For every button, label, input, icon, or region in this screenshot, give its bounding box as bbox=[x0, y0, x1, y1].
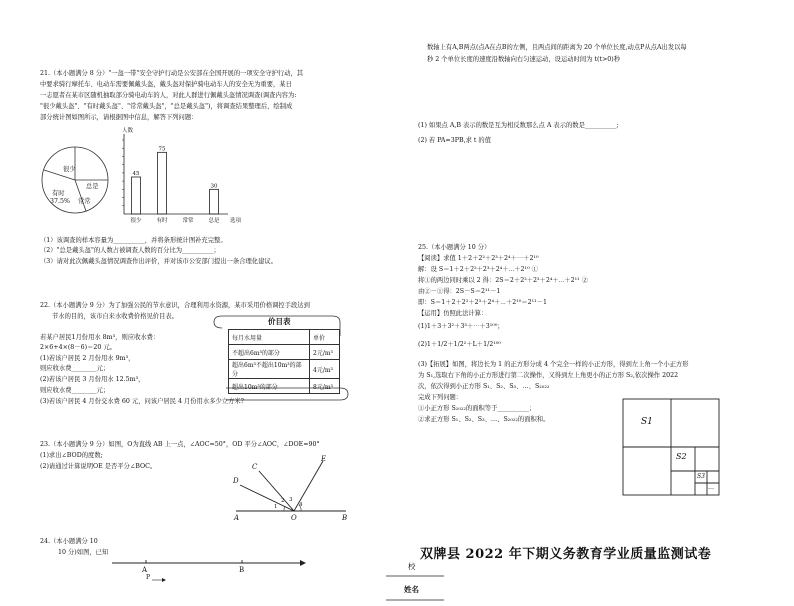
q25-line-1: 25.（本小题满分 10 分） bbox=[418, 244, 491, 251]
pie-label-percent: 37.5% bbox=[50, 198, 71, 205]
q24c-line-2: 秒 2 个单位长度的速度沿数轴向右匀速运动，设运动时间为 t(t>0)秒 bbox=[427, 56, 620, 63]
school-label: 校 bbox=[408, 562, 416, 571]
q21-question-2: （2）"总是戴头盔"的人数占被调查人数的百分比为__________； bbox=[40, 247, 220, 254]
q21-question-1: （1）该调查的样本容量为__________，并将条形统计图补充完整。 bbox=[40, 237, 227, 244]
numline-A: A bbox=[142, 566, 148, 574]
bar-category-label: 很少 bbox=[130, 218, 142, 224]
point-E: E bbox=[321, 455, 327, 463]
bar-category-label: 有时 bbox=[156, 218, 168, 224]
pie-label-always: 总是 bbox=[86, 183, 99, 190]
q22-line-5: (1)若该户居民 2 月份用水 9m³， bbox=[40, 355, 135, 362]
q25-line-5: 由②－①得：2S－S＝2¹¹－1 bbox=[418, 288, 501, 295]
bar-value-label: 75 bbox=[158, 146, 166, 153]
q23-line-1: 23.（本小题满分 9 分）如图，O为直线 AB 上一点，∠AOC=50°，OD 平分∠AOC，∠DOE=90° bbox=[40, 441, 320, 448]
square-ellipsis: … bbox=[708, 484, 714, 491]
q22-line-3: 若某户居民1月份用水 8m³，则应收水费： bbox=[40, 334, 160, 341]
q24c-line-1: 数轴上有A,B两点(点A在点B的左侧，且两点间的距离为 20 个单位长度,动点P从点A出发以每 bbox=[427, 44, 687, 51]
q25-line-14: ①小正方形 S₂₀₂₂的面积等于__________； bbox=[418, 405, 536, 412]
q24c-question-2: (2) 若 PA=3PB,求 t 的值 bbox=[418, 137, 491, 144]
table-cell: 8元/m³ bbox=[310, 379, 340, 394]
square-S3: S3 bbox=[697, 473, 705, 480]
q21-line-4: "很少戴头盔"、"有时戴头盔"、"常常戴头盔"，"总是戴头盔")，将调查结果整理后，绘制成 bbox=[40, 103, 293, 110]
q25-line-15: ②求正方形 S₁、S₂、S₃、…、S₂₀₂₂的面积和。 bbox=[418, 416, 550, 423]
q21-question-3: （3）请对此次佩戴头盔情况调查作出评价，并对该市公安部门提出一条合理化建议。 bbox=[40, 258, 277, 265]
q24-line-2: 10 分)如图，已知 bbox=[58, 549, 109, 556]
numline-P: P bbox=[146, 574, 151, 581]
q25-line-9: (2)1＋1/2＋1/2²＋L＋1/2¹⁰⁰ bbox=[418, 341, 501, 348]
angle-2: 2 bbox=[281, 498, 285, 504]
bar-chart-xlabel: 选项 bbox=[230, 218, 242, 224]
q22-line-9: (3)若该户居民 4 月份交水费 60 元，问该户居民 4 月份用水多少立方米? bbox=[40, 398, 245, 405]
q25-line-13: 完成下列问题： bbox=[418, 394, 463, 401]
price-table-title: 价目表 bbox=[268, 317, 291, 326]
q21-line-5: 部分统计图如图所示，请根据图中信息，解答下列问题： bbox=[40, 114, 198, 121]
point-O: O bbox=[291, 514, 297, 522]
q21-line-2: 中要求骑行摩托车、电动车需要佩戴头盔，戴头盔对保护骑电动车人的安全无为重要，某日 bbox=[40, 81, 292, 88]
q25-line-11: 为 S₁,选取右下角的小正方形进行第二次操作，又得到左上角更小的正方形 S₂,依次操作 2022 bbox=[418, 372, 679, 379]
angle-3: 3 bbox=[289, 497, 293, 503]
q22-line-6: 则应收水费________元； bbox=[40, 365, 110, 372]
bar-value-label: 30 bbox=[210, 183, 218, 190]
q22-line-7: (2)若该户居民 3 月份用水 12.5m³， bbox=[40, 376, 145, 383]
square-S2: S2 bbox=[676, 452, 687, 461]
square-S1: S1 bbox=[641, 417, 653, 427]
q21-line-3: 一志愿者在某市区随机抽取部分骑电动车的人，对此人群进行佩戴头盔情况调查(调查内容为: bbox=[40, 92, 297, 99]
q24-line-1: 24.（本小题满分 10 bbox=[40, 538, 98, 545]
q23-line-2: (1)求出∠BOD的度数; bbox=[40, 452, 103, 459]
q25-line-12: 次，依次得到小正方形 S₁、S₂、S₃、…、S₂₀₂₂ bbox=[418, 383, 550, 390]
table-cell: 2元/m³ bbox=[310, 345, 340, 360]
point-A: A bbox=[234, 514, 240, 522]
q25-line-10: (3)【拓展】如图，将边长为 1 的正方形分成 4 个完全一样的小正方形，得到左上角一个小正方形 bbox=[418, 361, 689, 368]
point-D: D bbox=[233, 477, 239, 485]
bar-chart-ylabel: 人数 bbox=[122, 128, 134, 134]
q22-line-2: 节水的目的，该市自来水收费价格见价目表。 bbox=[52, 313, 178, 320]
q25-line-8: (1)1＋3＋3²＋3³＋⋯＋3¹⁰⁰； bbox=[418, 323, 504, 330]
point-C: C bbox=[252, 463, 258, 471]
bar-value-label: 45 bbox=[132, 171, 140, 177]
table-cell: 单价 bbox=[310, 330, 340, 345]
q25-line-3: 解：设 S＝1＋2＋2²＋2³＋2⁴＋⋯＋2¹⁰ ① bbox=[418, 266, 538, 273]
q21-line-1: 21.（本小题满分 8 分）"一盔一带"安全守护行动是公安部在全国开展的一项安全守护行动，其 bbox=[40, 70, 304, 77]
q22-line-8: 则应收水费________元； bbox=[40, 387, 110, 394]
q25-line-7: 【运用】仿照此法计算： bbox=[418, 310, 488, 317]
bar-category-label: 总是 bbox=[208, 218, 220, 224]
point-B: B bbox=[342, 514, 348, 522]
angle-4: 4 bbox=[299, 502, 303, 508]
table-cell: 不超出6m³的部分 bbox=[229, 345, 310, 360]
q22-line-4: 2×6+4×(8－6)＝20 元。 bbox=[40, 344, 116, 351]
table-cell: 超出10m³的部分 bbox=[229, 379, 310, 394]
bar-category-label: 常常 bbox=[182, 218, 194, 224]
q25-line-2: 【阅读】求值 1＋2＋2²＋2³＋2⁴＋⋯＋2¹⁰ bbox=[418, 255, 539, 262]
q24c-question-1: (1) 如果点 A,B 表示的数是互为相反数那么点 A 表示的数是__________; bbox=[418, 122, 619, 129]
numline-B: B bbox=[239, 566, 245, 574]
q23-line-3: (2)请通过计算说明OE 是否平分∠BOC。 bbox=[40, 463, 157, 470]
angle-1: 1 bbox=[274, 504, 278, 510]
q25-line-6: 即：S＝1＋2＋2²＋2³＋2⁴＋⋯＋2¹⁰＝2¹¹－1 bbox=[418, 299, 547, 306]
pie-label-rare: 很少 bbox=[63, 166, 76, 173]
pie-label-often: 常常 bbox=[78, 198, 91, 205]
q25-line-4: 将①的两边同时乘以 2 得：2S＝2＋2²＋2³＋2⁴＋⋯＋2¹¹ ② bbox=[418, 277, 588, 284]
q22-line-1: 22.（本小题满分 9 分）为了加强公民的节水意识，合理利用水资源，某市采用价格调控手段达到 bbox=[40, 302, 310, 309]
name-label: 姓名 bbox=[404, 585, 419, 594]
exam-title: 双牌县 2022 年下期义务教育学业质量监测试卷 bbox=[420, 547, 712, 562]
table-cell: 超出6m³不超出10m³的部分 bbox=[229, 360, 310, 379]
pie-label-sometimes: 有时 bbox=[52, 190, 65, 197]
table-cell: 每月水用量 bbox=[229, 330, 310, 345]
table-cell: 4元/m³ bbox=[310, 360, 340, 379]
